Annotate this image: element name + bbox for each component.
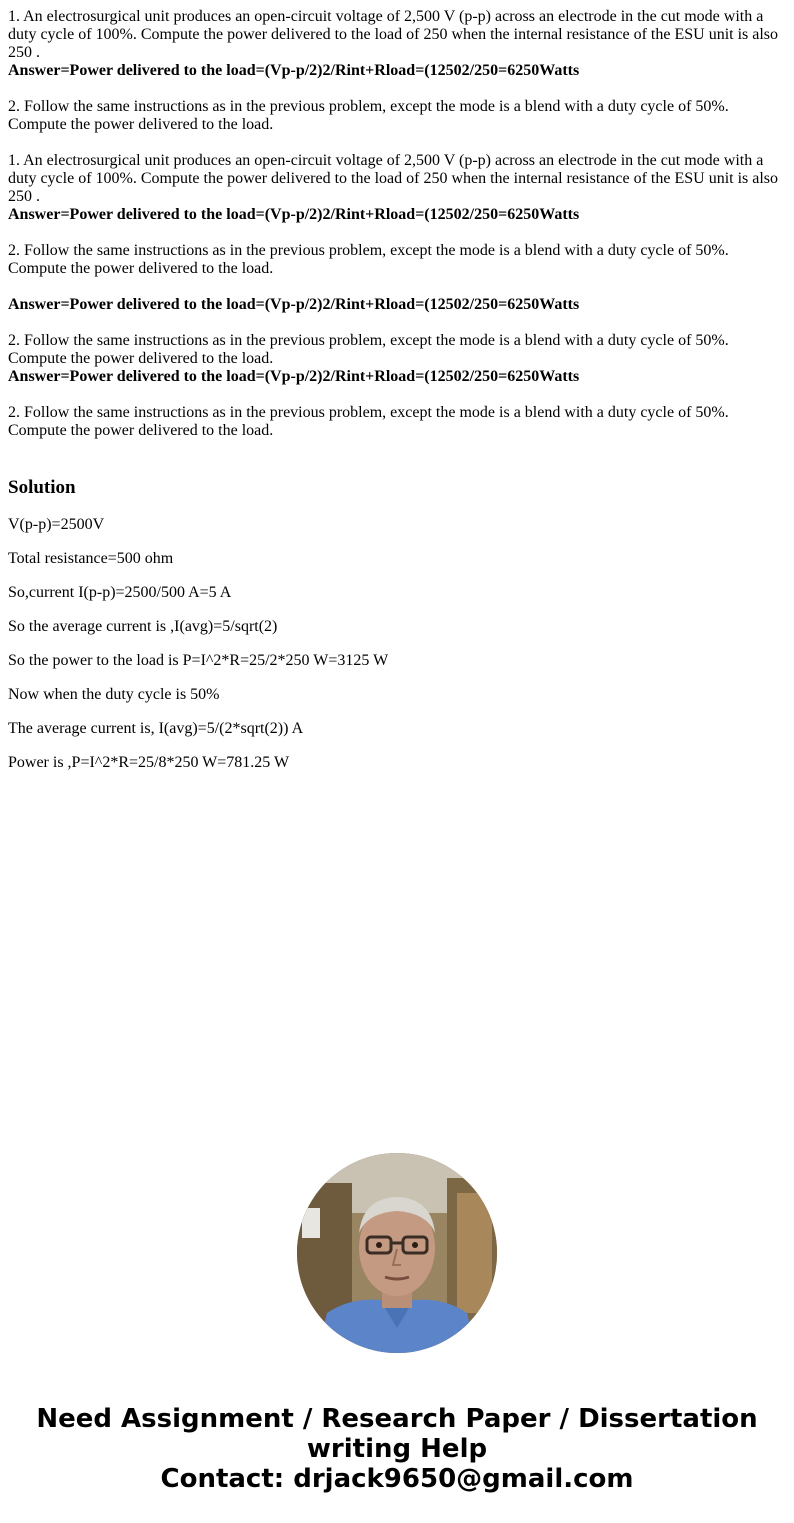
question-1-text: 1. An electrosurgical unit produces an open-circuit voltage of 2,500 V (p-p) across an electrode in the cut mode with a duty cycle of 100%. Compute the power delivered to the load of 250 when the internal resistance of the ESU unit is also 250 . bbox=[8, 8, 779, 61]
solution-line: Total resistance=500 ohm bbox=[8, 550, 174, 567]
answer-text: Answer=Power delivered to the load=(Vp-p/2)2/Rint+Rload=(12502/250=6250Watts bbox=[8, 368, 580, 385]
solution-line: V(p-p)=2500V bbox=[8, 516, 105, 533]
answer-text: Answer=Power delivered to the load=(Vp-p/2)2/Rint+Rload=(12502/250=6250Watts bbox=[8, 62, 580, 79]
solution-line: The average current is, I(avg)=5/(2*sqrt(2)) A bbox=[8, 720, 304, 737]
answer-text: Answer=Power delivered to the load=(Vp-p/2)2/Rint+Rload=(12502/250=6250Watts bbox=[8, 206, 580, 223]
solution-heading: Solution bbox=[8, 477, 76, 498]
solution-line: So,current I(p-p)=2500/500 A=5 A bbox=[8, 584, 232, 601]
solution-line: So the power to the load is P=I^2*R=25/2*250 W=3125 W bbox=[8, 652, 389, 669]
question-2-text: 2. Follow the same instructions as in the previous problem, except the mode is a blend with a duty cycle of 50%. Compute the power delivered to the load. bbox=[8, 404, 729, 439]
solution-line: Power is ,P=I^2*R=25/8*250 W=781.25 W bbox=[8, 754, 290, 771]
question-block bbox=[8, 8, 784, 440]
question-2-text: 2. Follow the same instructions as in the previous problem, except the mode is a blend with a duty cycle of 50%. Compute the power delivered to the load. bbox=[8, 242, 729, 277]
solution-lines bbox=[8, 516, 784, 788]
question-2-text: 2. Follow the same instructions as in the previous problem, except the mode is a blend with a duty cycle of 50%. Compute the power delivered to the load. bbox=[8, 98, 729, 133]
footer-line: writing Help bbox=[306, 1434, 488, 1464]
answer-text: Answer=Power delivered to the load=(Vp-p/2)2/Rint+Rload=(12502/250=6250Watts bbox=[8, 296, 580, 313]
solution-line: So the average current is ,I(avg)=5/sqrt(2) bbox=[8, 618, 278, 635]
question-2-text: 2. Follow the same instructions as in the previous problem, except the mode is a blend with a duty cycle of 50%. Compute the power delivered to the load. bbox=[8, 332, 729, 367]
tutor-avatar bbox=[297, 1153, 497, 1353]
solution-line: Now when the duty cycle is 50% bbox=[8, 686, 220, 703]
tutor-portrait-icon bbox=[297, 1153, 497, 1353]
question-1-text: 1. An electrosurgical unit produces an open-circuit voltage of 2,500 V (p-p) across an electrode in the cut mode with a duty cycle of 100%. Compute the power delivered to the load of 250 when the internal resistance of the ESU unit is also 250 . bbox=[8, 152, 779, 205]
footer-contact: Contact: drjack9650@gmail.com bbox=[160, 1464, 634, 1494]
footer-promo bbox=[0, 1404, 794, 1494]
footer-line: Need Assignment / Research Paper / Dissertation bbox=[36, 1404, 758, 1434]
